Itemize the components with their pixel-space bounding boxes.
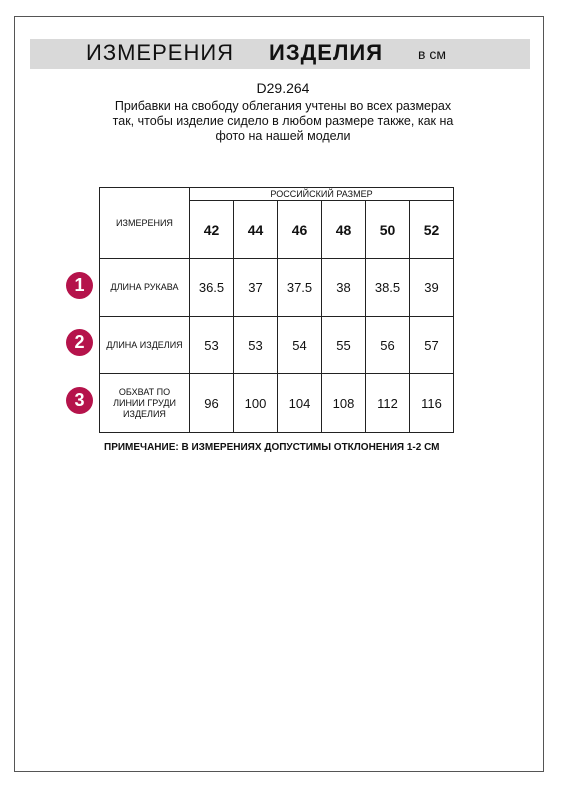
size-group-header: РОССИЙСКИЙ РАЗМЕР [190, 188, 454, 201]
table-cell: 116 [410, 374, 454, 433]
table-cell: 36.5 [190, 259, 234, 317]
article-number: D29.264 [256, 80, 310, 96]
table-cell: 54 [278, 317, 322, 374]
description [70, 99, 496, 144]
table-row [100, 317, 454, 374]
size-header: 44 [234, 201, 278, 259]
description-line: так, чтобы изделие сидело в любом размере также, как на [112, 114, 454, 128]
size-header: 52 [410, 201, 454, 259]
header-measurements-text: ИЗМЕРЕНИЯ [86, 40, 235, 65]
row-label-text: ДЛИНА РУКАВА [110, 282, 179, 292]
row-label [100, 374, 190, 433]
table-cell: 57 [410, 317, 454, 374]
row-label-text: ОБХВАТ ПО [118, 386, 171, 397]
row-label [100, 259, 190, 317]
size-header: 50 [366, 201, 410, 259]
table-row [100, 374, 454, 433]
table-cell: 38.5 [366, 259, 410, 317]
row-number-badge: 1 [66, 272, 93, 299]
tolerance-note: ПРИМЕЧАНИЕ: В ИЗМЕРЕНИЯХ ДОПУСТИМЫ ОТКЛОНЕНИЯ 1-2 СМ [104, 442, 440, 453]
table-cell: 37 [234, 259, 278, 317]
row-label-text: ЛИНИИ ГРУДИ [113, 397, 176, 408]
row-number-badge: 3 [66, 387, 93, 414]
table-cell: 55 [322, 317, 366, 374]
row-number-badge: 2 [66, 329, 93, 356]
table-cell: 104 [278, 374, 322, 433]
table-cell: 38 [322, 259, 366, 317]
table-cell: 56 [366, 317, 410, 374]
table-cell: 53 [190, 317, 234, 374]
table-cell: 96 [190, 374, 234, 433]
row-label-text: ИЗДЕЛИЯ [123, 408, 166, 419]
measurements-header: ИЗМЕРЕНИЯ [100, 188, 190, 259]
size-header: 46 [278, 201, 322, 259]
description-line: Прибавки на свободу облегания учтены во всех размерах [114, 99, 452, 113]
size-table [99, 187, 454, 433]
description-line: фото на нашей модели [215, 129, 351, 143]
row-label-text: ДЛИНА ИЗДЕЛИЯ [106, 339, 183, 350]
table-cell: 39 [410, 259, 454, 317]
table-row [100, 259, 454, 317]
table-cell: 53 [234, 317, 278, 374]
header-unit-text: в см [418, 46, 446, 62]
table-cell: 100 [234, 374, 278, 433]
size-header: 48 [322, 201, 366, 259]
header-item-text: ИЗДЕЛИЯ [269, 40, 384, 65]
table-cell: 108 [322, 374, 366, 433]
table-cell: 112 [366, 374, 410, 433]
table-cell: 37.5 [278, 259, 322, 317]
row-label [100, 317, 190, 374]
size-header: 42 [190, 201, 234, 259]
